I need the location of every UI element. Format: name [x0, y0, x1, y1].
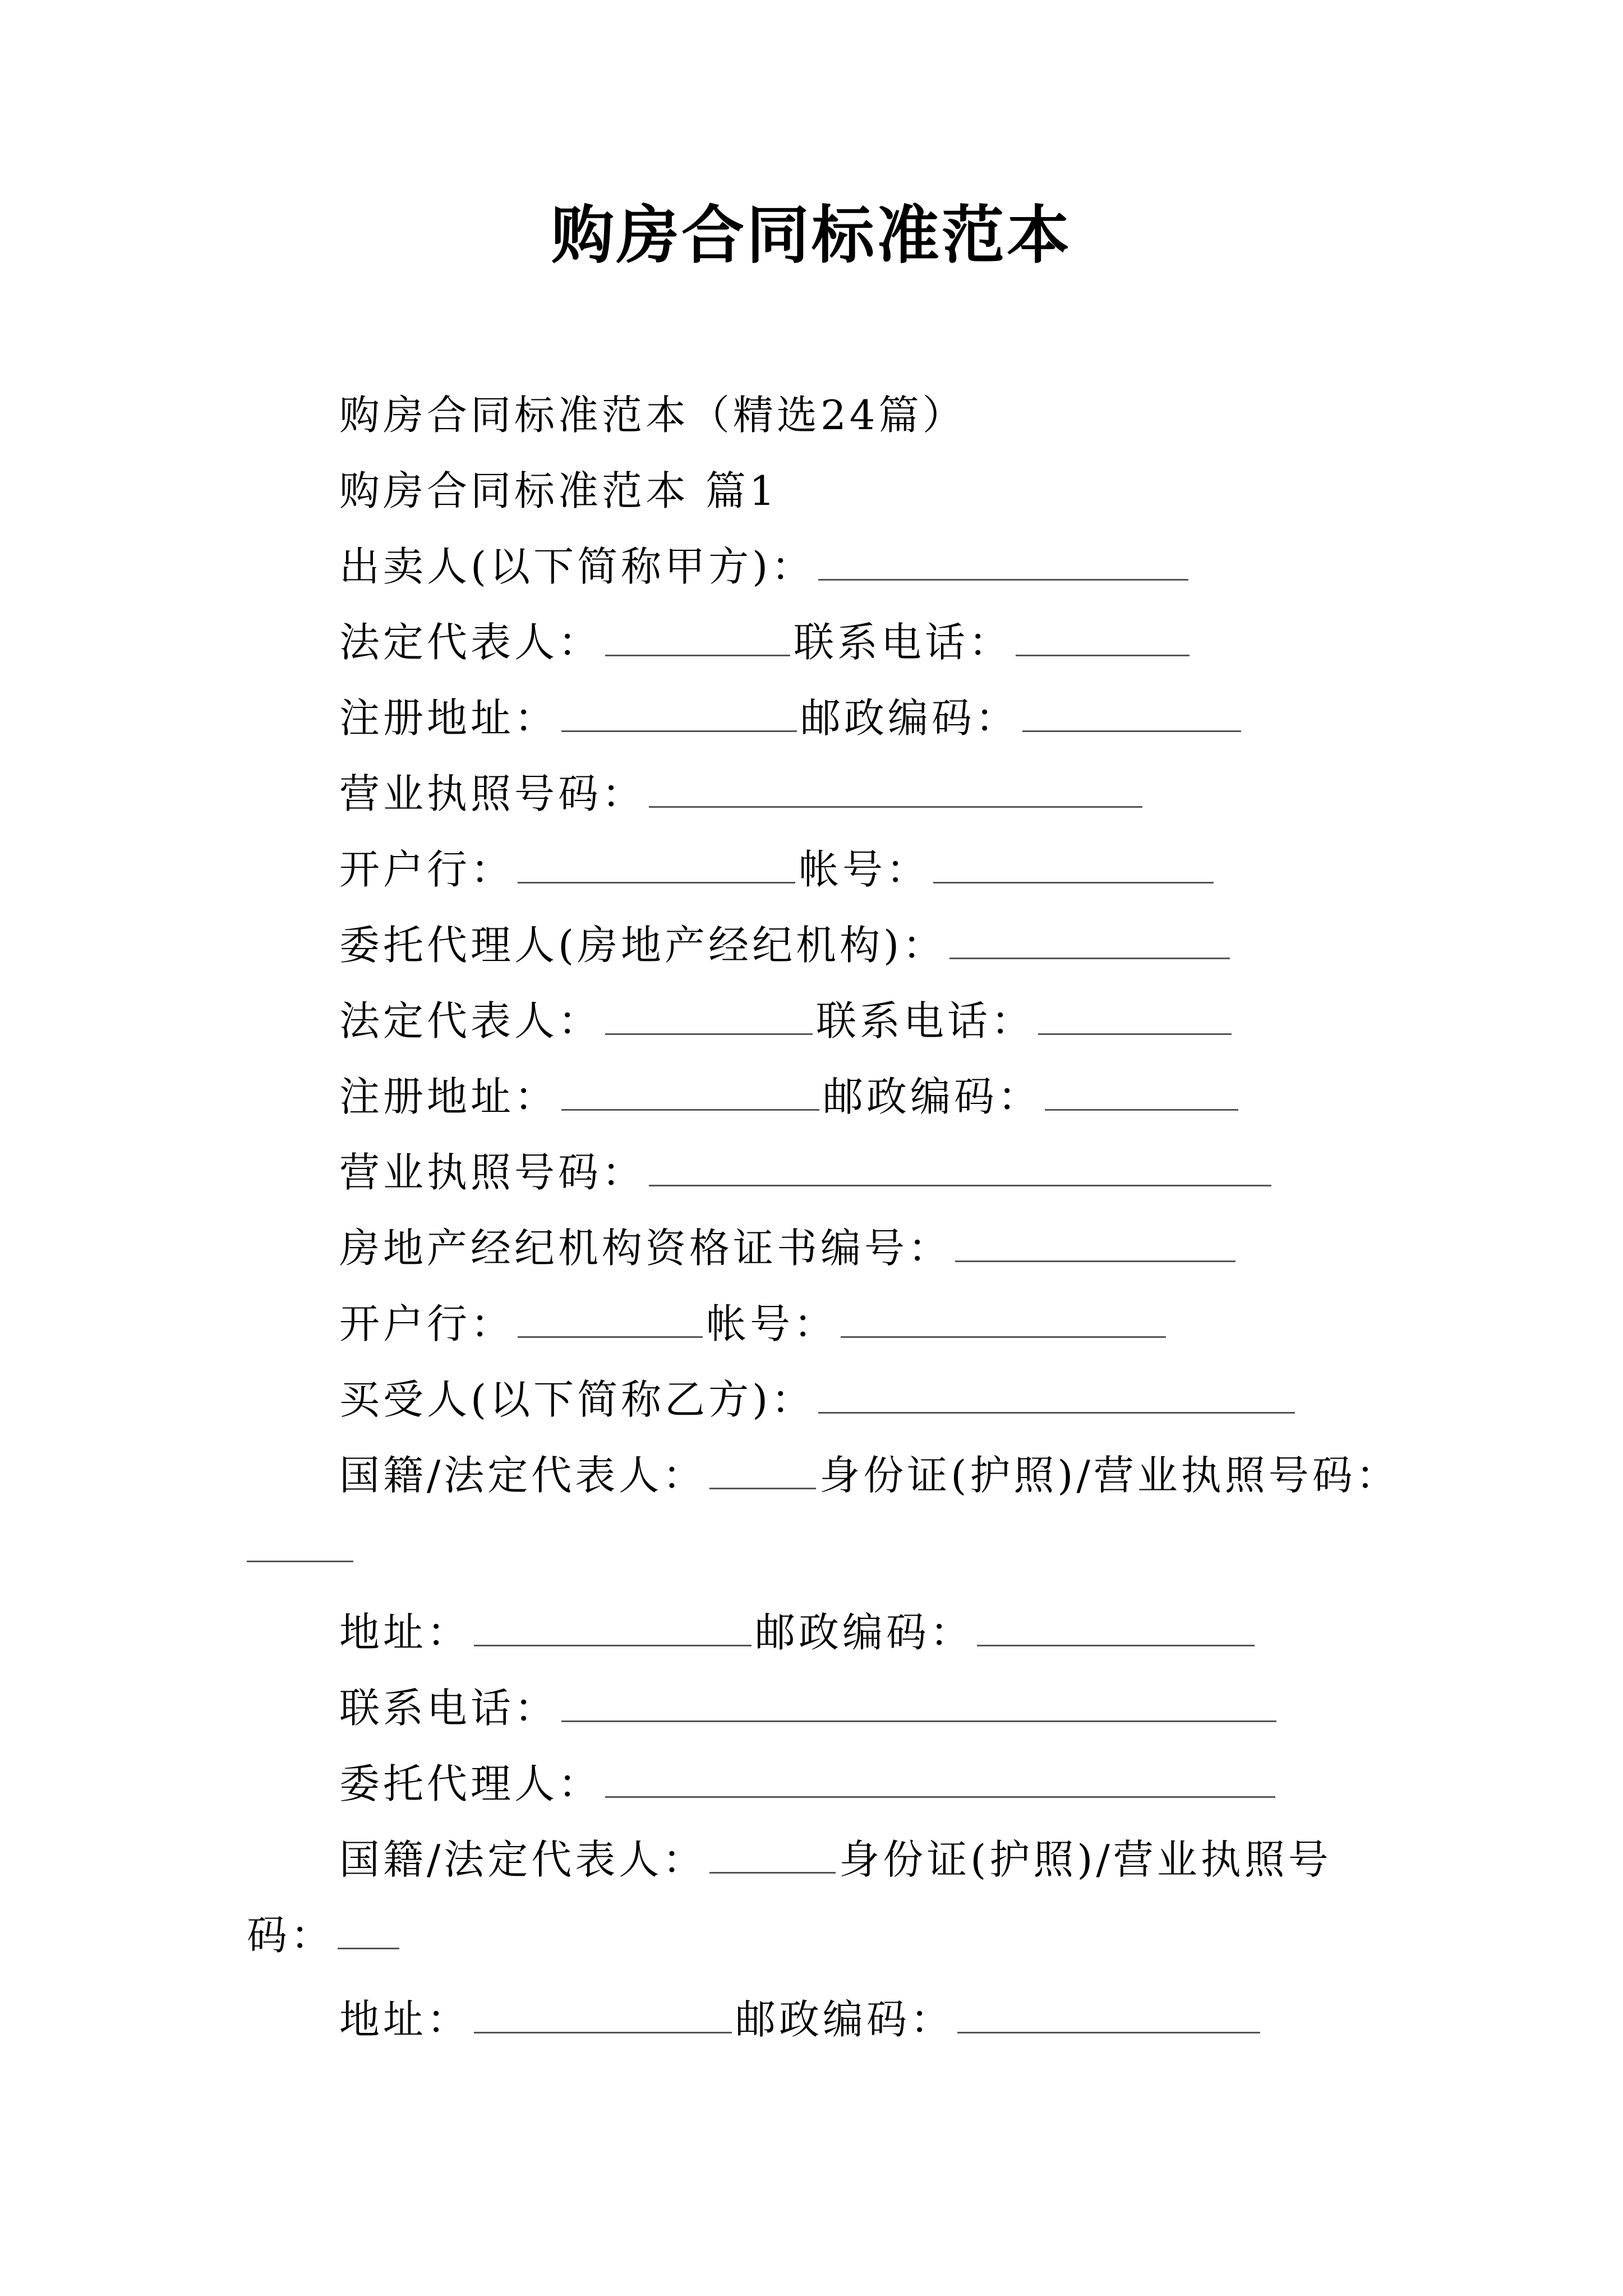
- agent-line: [339, 914, 1233, 976]
- section-heading-line: [339, 460, 778, 522]
- license-blank[interactable]: [649, 1182, 1271, 1186]
- agent-certificate-line: [339, 1217, 1239, 1279]
- field-label: 国籍/法定代表人：: [339, 1836, 707, 1883]
- subtitle-text: 购房合同标准范本（精选24篇）: [339, 392, 966, 439]
- field-label: 委托代理人(房地产经纪机构)：: [339, 922, 947, 969]
- postcode-blank[interactable]: [957, 2030, 1260, 2033]
- buyer-address-line: [339, 1602, 1258, 1663]
- field-label: 买受人(以下简称乙方)：: [339, 1376, 815, 1423]
- seller-legal-rep-line: [339, 611, 1193, 673]
- buyer-agent-nationality-line: [339, 1829, 1332, 1890]
- buyer-line: [339, 1369, 1298, 1430]
- buyer-agent-address-line: [339, 1989, 1264, 2050]
- address-blank[interactable]: [561, 728, 797, 732]
- field-label: 开户行：: [339, 1300, 515, 1347]
- field-label: 帐号：: [799, 846, 930, 893]
- field-label: 委托代理人：: [339, 1760, 602, 1807]
- certificate-blank[interactable]: [955, 1258, 1235, 1262]
- phone-blank[interactable]: [1038, 1031, 1232, 1035]
- legal-rep-blank[interactable]: [605, 1031, 813, 1035]
- field-label: 法定代表人：: [339, 619, 602, 666]
- field-label: 房地产经纪机构资格证书编号：: [339, 1225, 952, 1272]
- id-number-blank[interactable]: [338, 1945, 399, 1949]
- seller-bank-line: [339, 839, 1217, 900]
- nationality-blank[interactable]: [709, 1485, 816, 1489]
- field-label: 联系电话：: [816, 997, 1035, 1045]
- buyer-phone-line: [339, 1677, 1280, 1739]
- account-blank[interactable]: [841, 1334, 1166, 1338]
- field-label: 帐号：: [706, 1300, 838, 1347]
- postcode-blank[interactable]: [977, 1642, 1255, 1646]
- postcode-blank[interactable]: [1045, 1107, 1238, 1111]
- section-heading-text: 购房合同标准范本 篇1: [339, 467, 778, 514]
- field-label: 营业执照号码：: [339, 770, 646, 817]
- seller-license-line: [339, 763, 1146, 825]
- license-blank[interactable]: [649, 804, 1142, 808]
- subtitle-line: [339, 384, 966, 446]
- phone-blank[interactable]: [1016, 652, 1189, 656]
- seller-line: [339, 536, 1192, 597]
- buyer-agent-id-continuation-line: [247, 1904, 403, 1966]
- id-number-blank[interactable]: [247, 1558, 353, 1562]
- buyer-blank[interactable]: [818, 1410, 1295, 1414]
- address-blank[interactable]: [474, 2030, 732, 2033]
- document-title: 购房合同标准范本: [551, 199, 1072, 272]
- agent-blank[interactable]: [949, 955, 1230, 959]
- field-label: 身份证(护照)/营业执照号码：: [819, 1452, 1400, 1499]
- address-blank[interactable]: [561, 1107, 819, 1111]
- bank-blank[interactable]: [518, 1334, 703, 1338]
- field-label: 开户行：: [339, 846, 515, 893]
- field-label: 法定代表人：: [339, 997, 602, 1045]
- address-blank[interactable]: [474, 1642, 751, 1646]
- field-label: 码：: [247, 1912, 335, 1959]
- field-label: 地址：: [339, 1609, 471, 1656]
- agent-address-line: [339, 1066, 1242, 1128]
- field-label: 邮政编码：: [735, 1996, 955, 2043]
- buyer-id-continuation-line: [247, 1517, 357, 1579]
- bank-blank[interactable]: [518, 880, 795, 884]
- agent-license-line: [339, 1142, 1275, 1203]
- seller-blank[interactable]: [818, 577, 1188, 581]
- agent-bank-line: [339, 1293, 1169, 1355]
- field-label: 联系电话：: [339, 1685, 559, 1732]
- legal-rep-blank[interactable]: [605, 652, 790, 656]
- field-label: 邮政编码：: [800, 694, 1020, 742]
- field-label: 联系电话：: [794, 619, 1013, 666]
- phone-blank[interactable]: [561, 1718, 1276, 1722]
- field-label: 出卖人(以下简称甲方)：: [339, 543, 815, 590]
- nationality-blank[interactable]: [709, 1870, 836, 1874]
- seller-address-line: [339, 687, 1244, 749]
- account-blank[interactable]: [933, 880, 1214, 884]
- field-label: 国籍/法定代表人：: [339, 1452, 707, 1499]
- field-label: 地址：: [339, 1996, 471, 2043]
- agent-legal-rep-line: [339, 990, 1235, 1052]
- field-label: 注册地址：: [339, 1073, 559, 1120]
- field-label: 邮政编码：: [823, 1073, 1042, 1120]
- buyer-agent-line: [339, 1753, 1279, 1815]
- buyer-nationality-line: [339, 1444, 1400, 1506]
- field-label: 邮政编码：: [755, 1609, 974, 1656]
- field-label: 身份证(护照)/营业执照号: [839, 1836, 1332, 1883]
- field-label: 注册地址：: [339, 694, 559, 742]
- field-label: 营业执照号码：: [339, 1149, 646, 1196]
- postcode-blank[interactable]: [1022, 728, 1241, 732]
- agent-blank[interactable]: [605, 1794, 1275, 1798]
